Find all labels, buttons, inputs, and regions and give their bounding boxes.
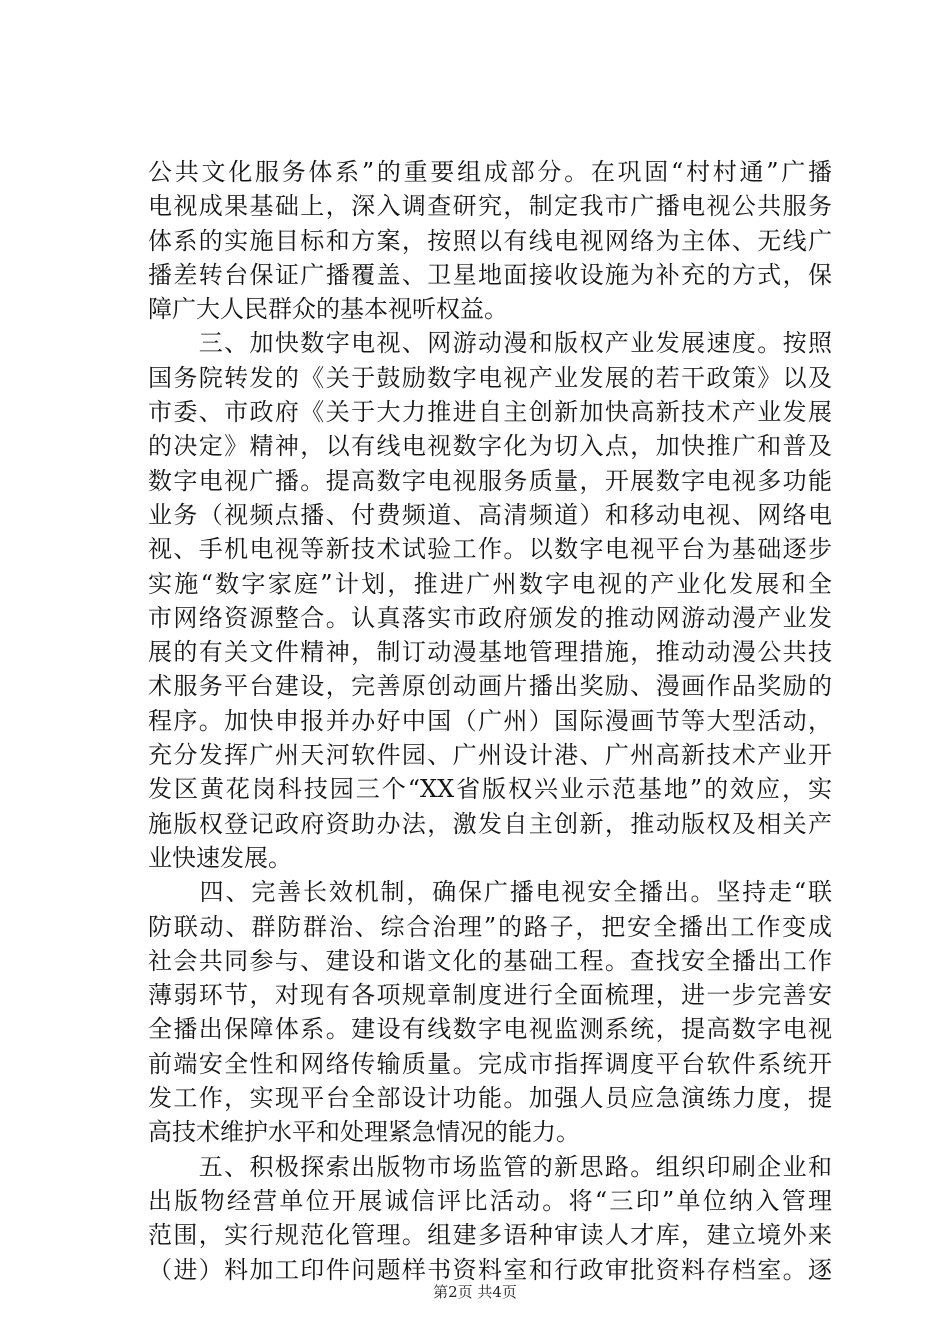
text-line: 国务院转发的《关于鼓励数字电视产业发展的若干政策》以及 [148,363,832,392]
page-footer: 第2页 共4页 [433,1283,517,1301]
text-line: 全播出保障体系。建设有线数字电视监测系统，提高数字电视 [148,1015,832,1044]
text-line: 前端安全性和网络传输质量。完成市指挥调度平台软件系统开 [148,1049,832,1078]
text-line: 数字电视广播。提高数字电视服务质量，开展数字电视多功能 [148,466,832,495]
text-line: 播差转台保证广播覆盖、卫星地面接收设施为补充的方式，保 [148,260,832,289]
text-line: 视、手机电视等新技术试验工作。以数字电视平台为基础逐步 [148,535,832,564]
text-line: 展的有关文件精神，制订动漫基地管理措施，推动动漫公共技 [148,638,832,667]
paragraph-start-line: 三、加快数字电视、网游动漫和版权产业发展速度。按照 [148,329,832,358]
text-line: 范围，实行规范化管理。组建多语种审读人才库，建立境外来 [148,1221,832,1250]
text-line: 薄弱环节，对现有各项规章制度进行全面梳理，进一步完善安 [148,981,832,1010]
text-line: 防联动、群防群治、综合治理”的路子，把安全播出工作变成 [148,912,832,941]
text-line: 实施“数字家庭”计划，推进广州数字电视的产业化发展和全 [148,569,832,598]
paragraph-start-line: 五、积极探索出版物市场监管的新思路。组织印刷企业和 [148,1152,832,1181]
text-line: 电视成果基础上，深入调查研究，制定我市广播电视公共服务 [148,192,832,221]
text-line: 市委、市政府《关于大力推进自主创新加快高新技术产业发展 [148,398,832,427]
text-line: 体系的实施目标和方案，按照以有线电视网络为主体、无线广 [148,226,832,255]
text-line: （进）料加工印件问题样书资料室和行政审批资料存档室。逐 [148,1255,832,1284]
body-text [148,155,832,1287]
text-line: 出版物经营单位开展诚信评比活动。将“三印”单位纳入管理 [148,1186,832,1215]
text-line: 程序。加快申报并办好中国（广州）国际漫画节等大型活动， [148,706,832,735]
text-line: 术服务平台建设，完善原创动画片播出奖励、漫画作品奖励的 [148,672,832,701]
text-line: 发工作，实现平台全部设计功能。加强人员应急演练力度，提 [148,1084,832,1113]
text-line: 市网络资源整合。认真落实市政府颁发的推动网游动漫产业发 [148,603,832,632]
text-line: 障广大人民群众的基本视听权益。 [148,295,508,324]
paragraph-start-line: 四、完善长效机制，确保广播电视安全播出。坚持走“联 [148,878,832,907]
text-line: 业快速发展。 [148,843,292,872]
text-line: 社会共同参与、建设和谐文化的基础工程。查找安全播出工作 [148,946,832,975]
text-line: 的决定》精神，以有线电视数字化为切入点，加快推广和普及 [148,432,832,461]
text-line: 充分发挥广州天河软件园、广州设计港、广州高新技术产业开 [148,741,832,770]
text-line: 施版权登记政府资助办法，激发自主创新，推动版权及相关产 [148,809,832,838]
text-line: 公共文化服务体系”的重要组成部分。在巩固“村村通”广播 [148,158,832,186]
text-line: 发区黄花岗科技园三个“XX省版权兴业示范基地”的效应，实 [148,775,832,804]
text-line: 高技术维护水平和处理紧急情况的能力。 [148,1118,580,1147]
text-line: 业务（视频点播、付费频道、高清频道）和移动电视、网络电 [148,500,832,529]
